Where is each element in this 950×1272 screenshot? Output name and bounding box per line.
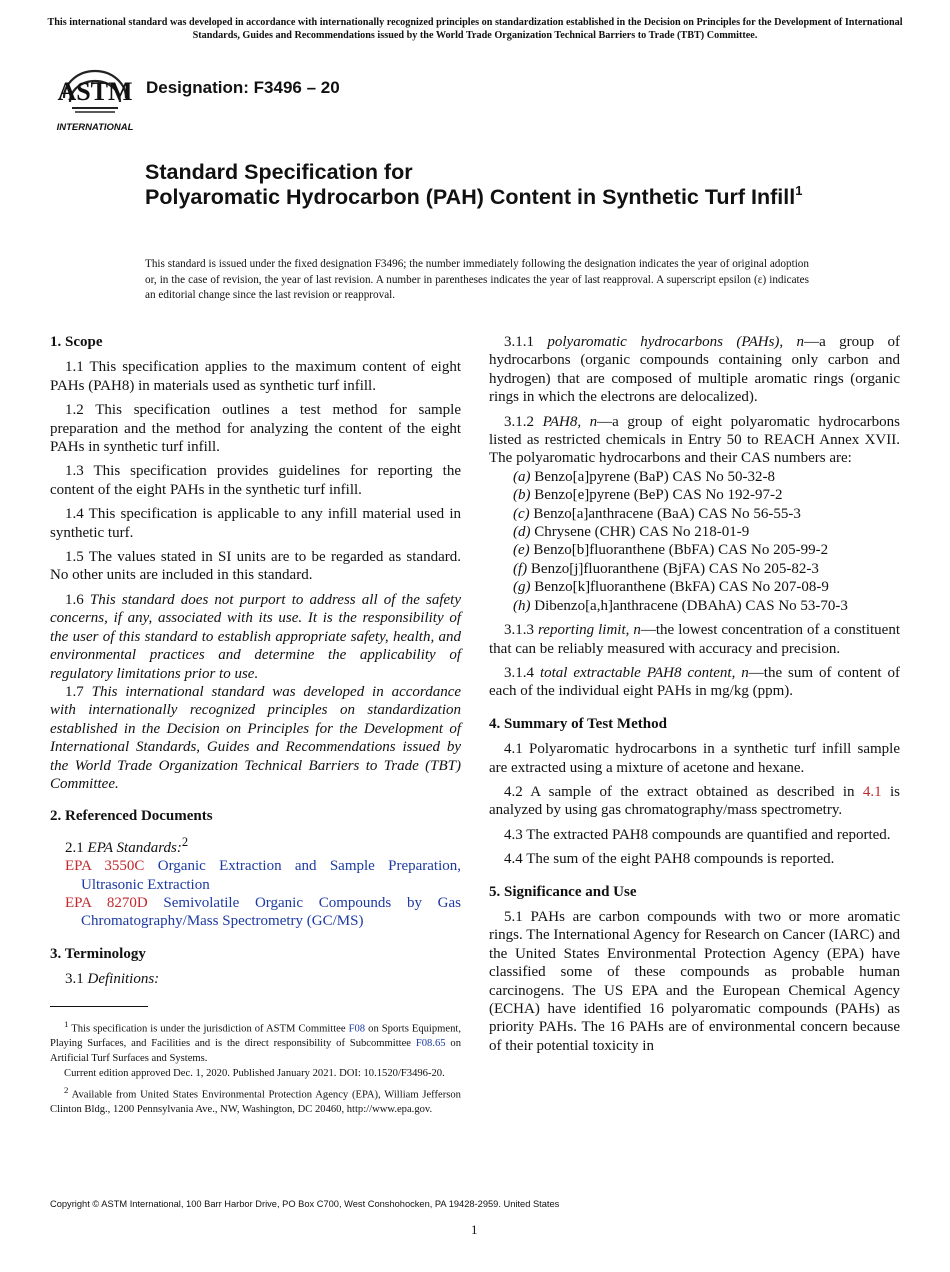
reference-title[interactable]: Semivolatile Organic Compounds by Gas Chromatography/Mass Spectrometry (GC/MS) [81,894,462,930]
list-text: Benzo[a]pyrene (BaP) CAS No 50-32-8 [534,468,776,485]
tbt-notice: This international standard was developed in accordance with internationally recognized principles on standardization established in the Decision on Principles for the Development of International Standards, Guides and Recommendations issued by the World Trade Organization Technical Barriers to Trade (TBT) Committee. [47,17,903,41]
paragraph-1-2: 1.2 This specification outlines a test method for sample preparation and the method for analyzing the content of the eight PAHs in synthetic turf infill. [50,402,461,456]
paragraph-3-1-4 [489,664,900,701]
reference-code[interactable]: EPA 8270D [65,894,148,911]
list-item [513,578,900,596]
list-item [513,597,900,615]
paragraph-5-1: 5.1 PAHs are carbon compounds with two or more aromatic rings. The International Agency for Research on Cancer (IARC) and the United States Environmental Protection Agency (EPA) have classified some of these compounds as probable human carcinogens. The US EPA and the European Chemical Agency (ECHA) have identified 16 polyaromatic compounds (PAHs) as priority PAHs. The 16 PAHs are of environmental concern because of their potential toxicity in [489,908,900,1054]
right-column [489,333,900,1061]
paragraph-number: 3.1.1 [504,334,534,350]
paragraph-text: EPA Standards: [87,839,182,856]
page-number: 1 [471,1222,478,1237]
list-label: (a) [513,468,531,485]
paragraph-1-4: 1.4 This specification is applicable to any infill material used in synthetic turf. [50,506,461,541]
footnotes [50,1017,461,1118]
footnote-divider [50,1006,148,1007]
reference-epa-8270d[interactable] [50,894,461,931]
paragraph-4-4: 4.4 The sum of the eight PAH8 compounds is reported. [504,851,835,868]
reference-epa-3550c[interactable] [50,857,461,894]
paragraph-3-1 [50,970,461,988]
section-heading-significance: 5. Significance and Use [489,883,637,900]
section-heading-scope: 1. Scope [50,334,103,350]
copyright-line: Copyright © ASTM International, 100 Barr Harbor Drive, PO Box C700, West Conshohocken, PA 19428-2959. United States [50,1199,560,1209]
list-text: Benzo[b]fluoranthene (BbFA) CAS No 205-99-2 [533,542,829,559]
paragraph-1-3: 1.3 This specification provides guidelines for reporting the content of the eight PAHs in the synthetic turf infill. [50,463,461,498]
paragraph-1-1: 1.1 This specification applies to the maximum content of eight PAHs (PAH8) in materials used as synthetic turf infill. [50,359,461,394]
footnote-number: 1 [64,1019,69,1029]
list-text: Benzo[a]anthracene (BaA) CAS No 56-55-3 [533,505,801,522]
paragraph-3-1-1 [489,333,900,407]
footnote-number: 2 [64,1084,69,1095]
footnote-text: on Sports Equipment, Playing Surfaces, and Facilities and is the direct responsibility of Subcommittee [50,1023,462,1050]
title-line-2 [145,185,845,210]
list-label: (b) [513,487,531,504]
list-item [513,505,900,523]
list-item [513,560,900,578]
paragraph-1-5: 1.5 The values stated in SI units are to be regarded as standard. No other units are included in this standard. [50,549,461,584]
reference-title[interactable]: Organic Extraction and Sample Preparation, Ultrasonic Extraction [81,858,462,893]
paragraph-2-1 [50,833,461,857]
paragraph-4-2 [489,783,900,820]
title-line-1: Standard Specification for [145,160,413,184]
section-heading-terminology: 3. Terminology [50,945,146,962]
definition-text: —the lowest concentration of a constituent that can be reliably measured with accuracy and precision. [489,622,901,657]
list-label: (g) [513,579,531,596]
reference-code[interactable]: EPA 3550C [65,858,145,875]
paragraph-number: 2.1 [65,839,84,856]
footnote-text: This specification is under the jurisdiction of ASTM Committee [71,1023,346,1035]
paragraph-text: 4.2 A sample of the extract obtained as described in [504,783,855,800]
list-item [513,523,900,541]
issuance-note: This standard is issued under the fixed designation F3496; the number immediately following the designation indicates the year of original adoption or, in the case of revision, the year of last revision. A number in parentheses indicates the year of last reapproval. A superscript epsilon (ε) indicates an editorial change since the last revision or reapproval. [145,258,809,301]
defined-term: polyaromatic hydrocarbons (PAHs), n [547,334,805,350]
left-column [50,333,461,995]
definition-text: —the sum of content of each of the individual eight PAHs in mg/kg (ppm). [489,664,900,700]
footnote-edition: Current edition approved Dec. 1, 2020. Published January 2021. DOI: 10.1520/F3496-20. [64,1068,445,1080]
definition-text: —a group of hydrocarbons (organic compounds containing only carbon and hydrogen) that are composed of multiple aromatic rings (organic rings in which the electrons are delocalized). [489,334,900,406]
defined-term: reporting limit, n [538,622,641,639]
logo-text: ASTM [57,77,133,106]
paragraph-number: 3.1.2 [504,413,534,430]
paragraph-3-1-2 [489,413,900,468]
list-label: (f) [513,560,528,577]
paragraph-text: is analyzed by using gas chromatography/mass spectrometry. [489,783,901,819]
defined-term: total extractable PAH8 content, n [539,664,749,681]
astm-logo-mark [50,56,140,132]
defined-term: PAH8, n [542,413,598,430]
paragraph-3-1-3 [489,621,900,658]
title-main: Polyaromatic Hydrocarbon (PAH) Content in Synthetic Turf Infill [145,185,796,209]
footnote-text: on Artificial Turf Surfaces and Systems. [50,1038,461,1064]
paragraph-4-1: 4.1 Polyaromatic hydrocarbons in a synthetic turf infill sample are extracted using a mixture of acetone and hexane. [489,741,900,776]
list-text: Dibenzo[a,h]anthracene (DBAhA) CAS No 53-70-3 [534,597,848,614]
astm-logo [50,56,140,132]
section-heading-summary: 4. Summary of Test Method [489,715,667,732]
paragraph-number: 1.6 [65,591,84,608]
footnote-text: Available from United States Environmental Protection Agency (EPA), William Jefferson Clinton Bldg., 1200 Pennsylvania Ave., NW, Washington, DC 20460, http://www.epa.gov. [50,1089,461,1115]
paragraph-text: This international standard was developed in accordance with internationally recognized principles on standardization established in the Decision on Principles for the Development of International Standards, Guides and Recommendations issued by the World Trade Organization Technical Barriers to Trade (TBT) Committee. [50,683,462,792]
list-item [513,486,900,504]
footnote-mark: 2 [181,834,189,849]
title-footnote-mark: 1 [795,183,803,198]
paragraph-text: Definitions: [87,971,160,988]
designation: Designation: F3496 – 20 [146,78,340,97]
committee-link[interactable]: F08 [348,1023,366,1035]
list-text: Benzo[k]fluoranthene (BkFA) CAS No 207-08-9 [534,579,829,596]
list-text: Chrysene (CHR) CAS No 218-01-9 [534,524,750,541]
list-label: (c) [513,505,530,522]
paragraph-number: 3.1 [65,971,84,988]
paragraph-1-7 [50,683,461,793]
paragraph-number: 1.7 [65,683,84,700]
subcommittee-link[interactable]: F08.65 [415,1038,446,1050]
pah8-list [489,468,900,615]
list-item [513,468,900,486]
list-text: Benzo[j]fluoranthene (BjFA) CAS No 205-82-3 [530,560,819,577]
document-title [145,160,845,210]
paragraph-number: 3.1.3 [504,622,534,639]
paragraph-4-3: 4.3 The extracted PAH8 compounds are quantified and reported. [504,826,891,843]
footnote-1 [50,1017,461,1066]
paragraph-text: This standard does not purport to address all of the safety concerns, if any, associated with its use. It is the responsibility of the user of this standard to establish appropriate safety, health, and environmental practices and determine the applicability of regulatory limitations prior to use. [50,591,462,682]
paragraph-number: 3.1.4 [504,664,534,681]
logo-subtext: INTERNATIONAL [56,122,134,132]
definition-text: —a group of eight polyaromatic hydrocarbons listed as restricted chemicals in Entry 50 to REACH Annex XVII. The polyaromatic hydrocarbons and their CAS numbers are: [489,413,901,467]
list-label: (h) [513,597,531,614]
list-text: Benzo[e]pyrene (BeP) CAS No 192-97-2 [534,487,783,504]
footnote-2 [50,1083,461,1118]
list-item [513,541,900,559]
list-label: (e) [513,542,530,559]
list-label: (d) [513,524,531,541]
section-link-4-1[interactable]: 4.1 [862,783,882,800]
paragraph-1-6 [50,591,461,683]
section-heading-referenced-documents: 2. Referenced Documents [50,808,213,825]
